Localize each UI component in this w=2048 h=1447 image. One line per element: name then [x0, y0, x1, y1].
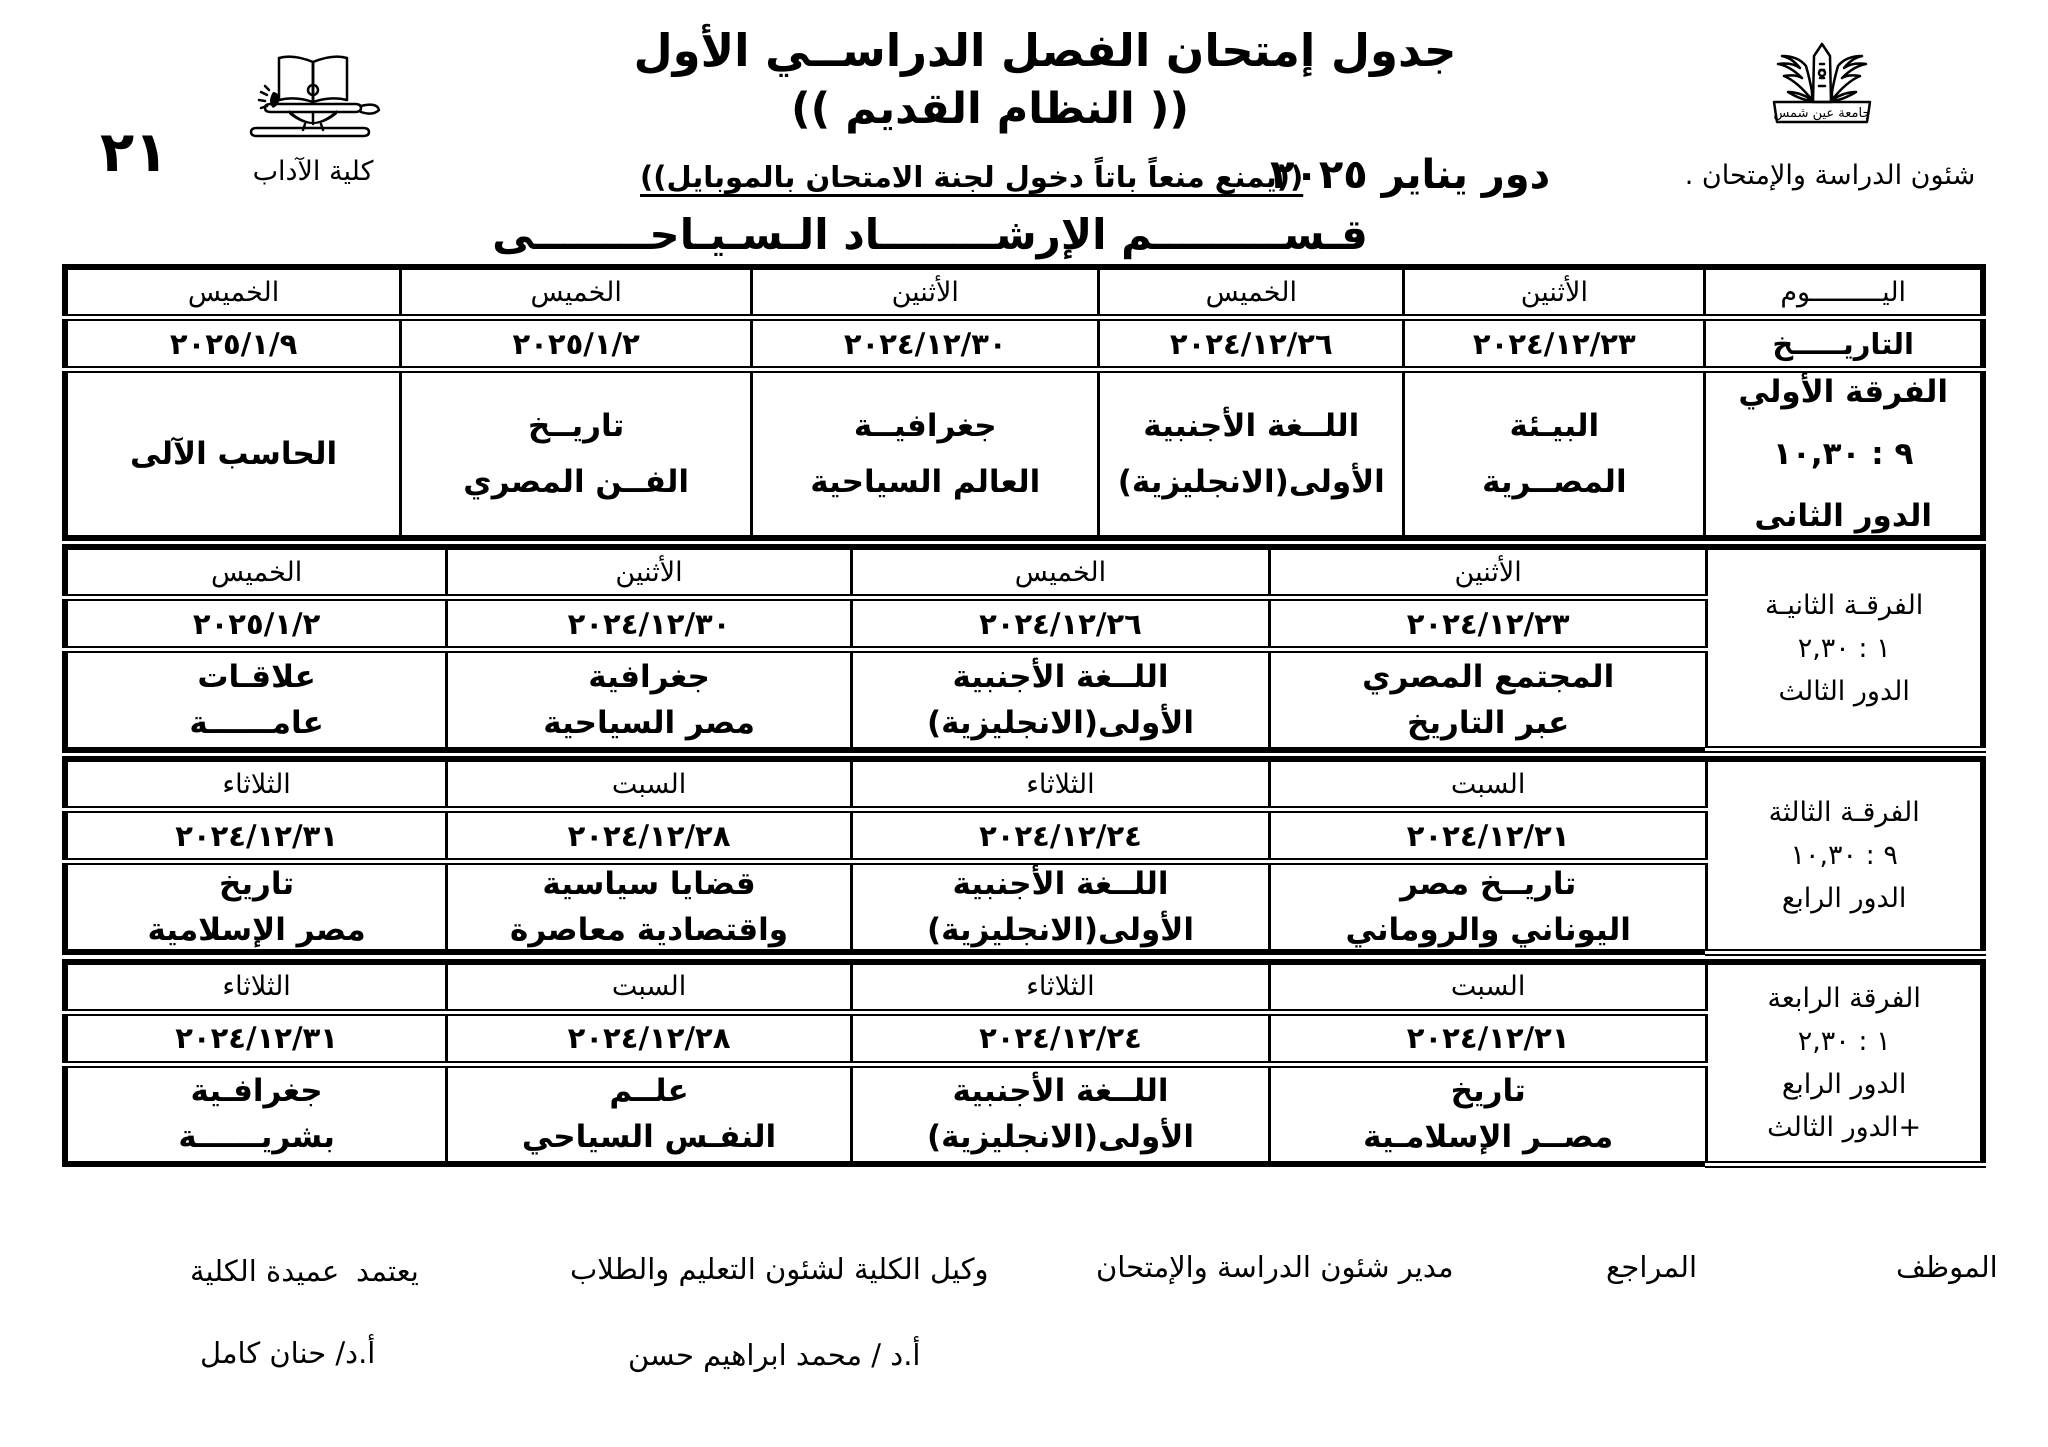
- text-line: الأولى(الانجليزية): [1117, 464, 1385, 500]
- date-cell: ٢٠٢٤/١٢/٣١: [65, 1012, 447, 1064]
- text-line: واقتصادية معاصرة: [510, 912, 789, 948]
- text-line: مصر الإسلامية: [147, 912, 366, 948]
- text-line: الدور الثانى: [1754, 498, 1933, 534]
- text-line: الدور الرابع: [1781, 1068, 1907, 1100]
- date-cell: ٢٠٢٥/١/٢: [401, 318, 752, 370]
- footer-approved-label: يعتمد: [356, 1254, 419, 1288]
- footer-employee-label: الموظف: [1896, 1250, 1998, 1284]
- schedule-block-4: [62, 959, 1986, 1168]
- date-cell: ٢٠٢٤/١٢/٢١: [1270, 810, 1707, 862]
- group-cell: [1705, 370, 1983, 539]
- text-line: تاريخ: [1450, 1073, 1526, 1110]
- group-lines: [1712, 797, 1976, 914]
- faculty-caption: كلية الآداب: [252, 156, 374, 187]
- footer-dean-title: عميدة الكلية: [190, 1254, 340, 1288]
- text-line: الأولى(الانجليزية): [926, 1119, 1194, 1156]
- subject-cell: [851, 650, 1269, 750]
- text-line: ٩ : ١٠,٣٠: [1790, 839, 1898, 871]
- subject-lines: [1275, 866, 1701, 948]
- text-line: الدور الثالث: [1778, 675, 1910, 707]
- group-cell: [1707, 759, 1983, 952]
- day-header-label: اليـــــــــوم: [1705, 267, 1983, 318]
- date-cell: ٢٠٢٤/١٢/٣٠: [447, 598, 852, 650]
- text-line: عبر التاريخ: [1407, 704, 1570, 741]
- date-cell: ٢٠٢٥/١/٢: [65, 598, 447, 650]
- subject-cell: [1404, 370, 1705, 539]
- subject-lines: [72, 866, 441, 948]
- text-line: عامــــــة: [189, 704, 324, 741]
- text-line: الفرقة الأولي: [1738, 374, 1949, 410]
- day-cell: السبت: [1270, 962, 1707, 1013]
- date-cell: ٢٠٢٤/١٢/٢٤: [851, 810, 1269, 862]
- subject-lines: [1275, 1073, 1701, 1155]
- day-cell: الخميس: [401, 267, 752, 318]
- footer-vice-dean-title: وكيل الكلية لشئون التعليم والطلاب: [570, 1252, 989, 1286]
- subject-cell: [752, 370, 1099, 539]
- subject-lines: [1409, 408, 1699, 500]
- text-line: العالم السياحية: [810, 464, 1041, 500]
- date-cell: ٢٠٢٤/١٢/٣٠: [752, 318, 1099, 370]
- subject-cell: [1270, 862, 1707, 953]
- text-line: جغرافيــة: [853, 408, 997, 444]
- text-line: النفـس السياحي: [521, 1119, 777, 1156]
- subject-cell: [447, 862, 852, 953]
- subject-cell: [65, 862, 447, 953]
- date-cell: ٢٠٢٤/١٢/٣١: [65, 810, 447, 862]
- day-cell: الثلاثاء: [65, 962, 447, 1013]
- subject-lines: [72, 659, 441, 741]
- document-subtitle: (( النظام القديم )): [790, 84, 1190, 134]
- text-line: مصــر الإسلامـية: [1363, 1119, 1614, 1156]
- day-cell: السبت: [447, 759, 852, 810]
- session-label: دور يناير ٢٠٢٥: [1270, 152, 1551, 198]
- text-line: الأولى(الانجليزية): [926, 704, 1194, 741]
- schedule-block-2: [62, 544, 1986, 753]
- text-line: تاريــخ مصر: [1400, 866, 1577, 902]
- footer-study-director-label: مدير شئون الدراسة والإمتحان: [1096, 1250, 1454, 1284]
- date-header-label: التاريـــــخ: [1705, 318, 1983, 370]
- group-lines: [1712, 983, 1976, 1143]
- text-line: المجتمع المصري: [1362, 658, 1615, 695]
- day-cell: الثلاثاء: [65, 759, 447, 810]
- date-row: [65, 318, 1983, 370]
- department-title: قـســـــــــم الإرشــــــــاد الـسـيـاحــــــــى: [492, 210, 1368, 259]
- day-cell: الأثنين: [1270, 547, 1707, 598]
- subject-cell: [65, 650, 447, 750]
- day-row: [65, 962, 1983, 1013]
- date-cell: ٢٠٢٤/١٢/٢٦: [1099, 318, 1404, 370]
- text-line: الفــن المصري: [463, 464, 690, 500]
- subject-row: [65, 650, 1983, 750]
- subject-cell: [447, 650, 852, 750]
- book-and-lamp-icon: [243, 50, 383, 138]
- text-line: تاريخ: [219, 866, 295, 902]
- group-lines: [1712, 590, 1976, 707]
- date-cell: ٢٠٢٤/١٢/٢٣: [1270, 598, 1707, 650]
- text-line: اللــغة الأجنبية: [952, 1073, 1169, 1110]
- day-row: [65, 267, 1983, 318]
- date-cell: ٢٠٢٤/١٢/٢٨: [447, 1012, 852, 1064]
- date-cell: ٢٠٢٤/١٢/٢٨: [447, 810, 852, 862]
- day-cell: الثلاثاء: [851, 759, 1269, 810]
- footer-reviewer-label: المراجع: [1606, 1250, 1698, 1284]
- date-cell: ٢٠٢٤/١٢/٢٦: [851, 598, 1269, 650]
- text-line: المصــرية: [1482, 464, 1627, 500]
- subject-cell: [851, 862, 1269, 953]
- day-cell: الخميس: [1099, 267, 1404, 318]
- text-line: علاقـات: [197, 658, 316, 695]
- text-line: الفرقـة الثانيـة: [1765, 589, 1924, 621]
- text-line: بشريــــــة: [178, 1119, 335, 1156]
- university-name-text: جامعة عين شمس: [1773, 106, 1871, 121]
- subject-cell: [65, 1064, 447, 1164]
- schedule-tables: [62, 264, 1986, 1168]
- text-line: جغرافـية: [190, 1073, 323, 1110]
- subject-row: [65, 370, 1983, 539]
- group-lines: [1710, 374, 1976, 534]
- mobile-warning: ((يمنع منعاً باتاً دخول لجنة الامتحان بالموبايل)): [640, 160, 1304, 194]
- subject-lines: [72, 436, 395, 472]
- day-cell: الخميس: [65, 547, 447, 598]
- date-cell: ٢٠٢٤/١٢/٢١: [1270, 1012, 1707, 1064]
- text-line: +الدور الثالث: [1767, 1111, 1922, 1143]
- faculty-of-arts-logo: [243, 50, 383, 138]
- text-line: الفرقة الرابعة: [1767, 982, 1921, 1014]
- subject-cell: [1270, 650, 1707, 750]
- date-cell: ٢٠٢٥/١/٩: [65, 318, 401, 370]
- text-line: اللــغة الأجنبية: [952, 658, 1169, 695]
- text-line: اللــغة الأجنبية: [1143, 408, 1360, 444]
- text-line: البيـئة: [1509, 408, 1600, 444]
- day-cell: السبت: [447, 962, 852, 1013]
- text-line: مصر السياحية: [543, 704, 755, 741]
- subject-lines: [452, 659, 846, 741]
- obelisk-and-eagles-icon: [1740, 40, 1905, 145]
- day-cell: الخميس: [851, 547, 1269, 598]
- date-cell: ٢٠٢٤/١٢/٢٤: [851, 1012, 1269, 1064]
- day-row: [65, 547, 1983, 598]
- date-row: [65, 810, 1983, 862]
- subject-cell: [851, 1064, 1269, 1164]
- schedule-block-1: [62, 264, 1986, 541]
- text-line: قضايا سياسية: [542, 866, 756, 902]
- document-title: جدول إمتحان الفصل الدراســي الأول: [633, 24, 1457, 77]
- page-number: ٢١: [100, 120, 169, 185]
- subject-lines: [1275, 659, 1701, 741]
- day-cell: السبت: [1270, 759, 1707, 810]
- ain-shams-university-logo: [1740, 40, 1905, 145]
- subject-lines: [857, 659, 1264, 741]
- date-row: [65, 598, 1983, 650]
- subject-cell: [447, 1064, 852, 1164]
- text-line: اللــغة الأجنبية: [952, 866, 1169, 902]
- day-cell: الثلاثاء: [851, 962, 1269, 1013]
- subject-row: [65, 1064, 1983, 1164]
- text-line: اليوناني والروماني: [1345, 912, 1631, 948]
- text-line: تاريــخ: [528, 408, 625, 444]
- subject-lines: [406, 408, 746, 500]
- subject-lines: [452, 1073, 846, 1155]
- subject-cell: [1099, 370, 1404, 539]
- text-line: ٩ : ١٠,٣٠: [1773, 436, 1914, 472]
- group-cell: [1707, 962, 1983, 1165]
- day-cell: الأثنين: [447, 547, 852, 598]
- day-row: [65, 759, 1983, 810]
- schedule-block-3: [62, 756, 1986, 956]
- text-line: ١ : ٢,٣٠: [1797, 1025, 1891, 1057]
- subject-row: [65, 862, 1983, 953]
- subject-lines: [757, 408, 1093, 500]
- text-line: الدور الرابع: [1781, 882, 1907, 914]
- footer-vice-dean-name: أ.د / محمد ابراهيم حسن: [628, 1338, 921, 1372]
- text-line: ١ : ٢,٣٠: [1797, 632, 1891, 664]
- text-line: جغرافية: [588, 658, 710, 695]
- subject-lines: [1104, 408, 1398, 500]
- day-cell: الأثنين: [752, 267, 1099, 318]
- text-line: الحاسب الآلى: [130, 436, 338, 472]
- exam-affairs-caption: شئون الدراسة والإمتحان .: [1684, 160, 1976, 191]
- subject-lines: [72, 1073, 441, 1155]
- subject-lines: [452, 866, 846, 948]
- subject-cell: [65, 370, 401, 539]
- footer-dean-name: أ.د/ حنان كامل: [200, 1336, 376, 1370]
- day-cell: الخميس: [65, 267, 401, 318]
- date-row: [65, 1012, 1983, 1064]
- date-cell: ٢٠٢٤/١٢/٢٣: [1404, 318, 1705, 370]
- subject-cell: [1270, 1064, 1707, 1164]
- subject-lines: [857, 1073, 1264, 1155]
- subject-lines: [857, 866, 1264, 948]
- group-cell: [1707, 547, 1983, 750]
- text-line: الأولى(الانجليزية): [926, 912, 1194, 948]
- text-line: علــم: [609, 1073, 689, 1110]
- subject-cell: [401, 370, 752, 539]
- day-cell: الأثنين: [1404, 267, 1705, 318]
- text-line: الفرقـة الثالثة: [1768, 796, 1920, 828]
